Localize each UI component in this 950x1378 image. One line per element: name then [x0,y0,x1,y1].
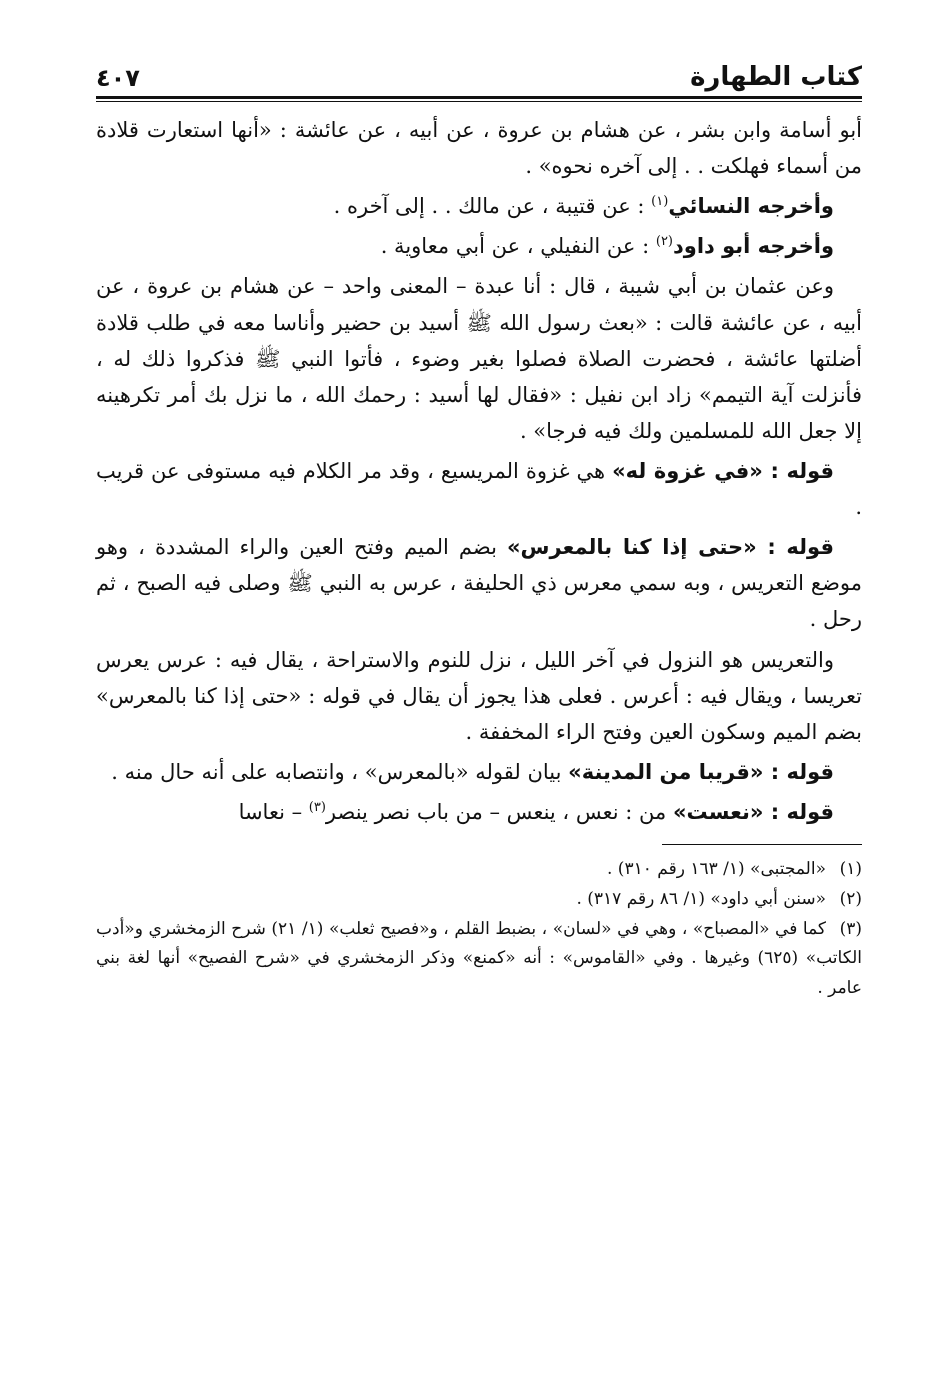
running-title: كتاب الطهارة [690,62,862,92]
paragraph-text: وعن عثمان بن أبي شيبة ، قال : أنا عبدة – المعنى واحد – عن هشام بن عروة ، عن أبيه ، عن عائشة قالت : «بعث رسول الله ﷺ أسيد بن حضير وأناسا معه في طلب قلادة أضلتها عائشة ، فحضرت الصلاة فصلوا بغير وضوء ، فأتوا النبي ﷺ فذكروا ذلك له ، فأنزلت آية التيمم» زاد ابن نفيل : «فقال لها أسيد : رحمك الله ، ما نزل بك أمر تكرهينه إلا جعل الله للمسلمين ولك فيه فرجا» . [96,274,862,443]
paragraph-text: والتعريس هو النزول في آخر الليل ، نزل للنوم والاستراحة ، يقال فيه : عرس يعرس تعريسا ، ويقال فيه : أعرس . فعلى هذا يجوز أن يقال في قوله : «حتى إذا كنا بالمعرس» بضم الميم وسكون العين وفتح الراء المخففة . [96,647,862,744]
main-text [96,112,862,830]
paragraph-lead: وأخرجه النسائي [668,194,834,219]
paragraph-5 [96,453,862,525]
paragraph-lead: قوله : «حتى إذا كنا بالمعرس» [506,535,834,560]
paragraph-text: : عن النفيلي ، عن أبي معاوية . [380,234,656,259]
page-header [96,40,862,92]
footnotes [96,855,862,1004]
footnote-ref-2: (٢) [655,234,673,250]
paragraph-lead: قوله : «قريبا من المدينة» [568,759,834,784]
header-rule-thin [96,101,862,102]
paragraph-text: : عن قتيبة ، عن مالك . . إلى آخره . [333,194,652,219]
paragraph-text: بضم الميم وفتح العين والراء المشددة ، وهو موضع التعريس ، وبه سمي معرس ذي الحليفة ، عرس به النبي ﷺ وصلى فيه الصبح ، ثم رحل . [96,535,862,632]
paragraph-2 [96,188,862,224]
footnote-ref-1: (١) [651,194,669,210]
footnote-text: كما في «المصباح» ، وهي في «لسان» ، بضبط القلم ، و«فصيح ثعلب» (١/ ٢١) شرح الزمخشري و«أدب الكاتب» (٦٢٥) وغيرها . وفي «القاموس» : أنه «كمنع» وذكر الزمخشري في «شرح الفصيح» أنها لغة بني عامر . [96,918,862,999]
paragraph-6 [96,529,862,637]
header-rule [96,96,862,99]
paragraph-8 [96,754,862,790]
paragraph-lead: قوله : «نعست» [672,799,834,824]
footnote-number: (٣) [839,918,862,939]
footnote-ref-3: (٣) [308,799,326,815]
footnote-number: (٢) [839,888,862,909]
footnote-text: «سنن أبي داود» (١/ ٨٦ رقم ٣١٧) . [576,888,826,909]
footnote-1 [96,855,862,885]
paragraph-4 [96,268,862,449]
paragraph-text: من : نعس ، ينعس – من باب نصر ينصر [325,799,673,824]
paragraph-9 [96,794,862,830]
footnote-3 [96,915,862,1004]
paragraph-text: أبو أسامة وابن بشر ، عن هشام بن عروة ، عن أبيه ، عن عائشة : «أنها استعارت قلادة من أسماء فهلكت . . إلى آخره نحوه» . [96,118,862,179]
paragraph-text: هي غزوة المريسيع ، وقد مر الكلام فيه مستوفى عن قريب . [96,458,862,520]
paragraph-3 [96,228,862,264]
paragraph-lead: وأخرجه أبو داود [673,234,834,259]
paragraph-tail: – نعاسا [238,799,309,824]
paragraph-1 [96,112,862,184]
paragraph-7 [96,642,862,750]
footnote-separator [662,844,862,845]
paragraph-text: بيان لقوله «بالمعرس» ، وانتصابه على أنه حال منه . [111,759,569,784]
footnote-2 [96,885,862,915]
footnote-text: «المجتبى» (١/ ١٦٣ رقم ٣١٠) . [607,859,826,880]
footnote-number: (١) [839,859,862,880]
page-number: ٤٠٧ [96,64,140,92]
paragraph-lead: قوله : «في غزوة له» [612,458,834,483]
